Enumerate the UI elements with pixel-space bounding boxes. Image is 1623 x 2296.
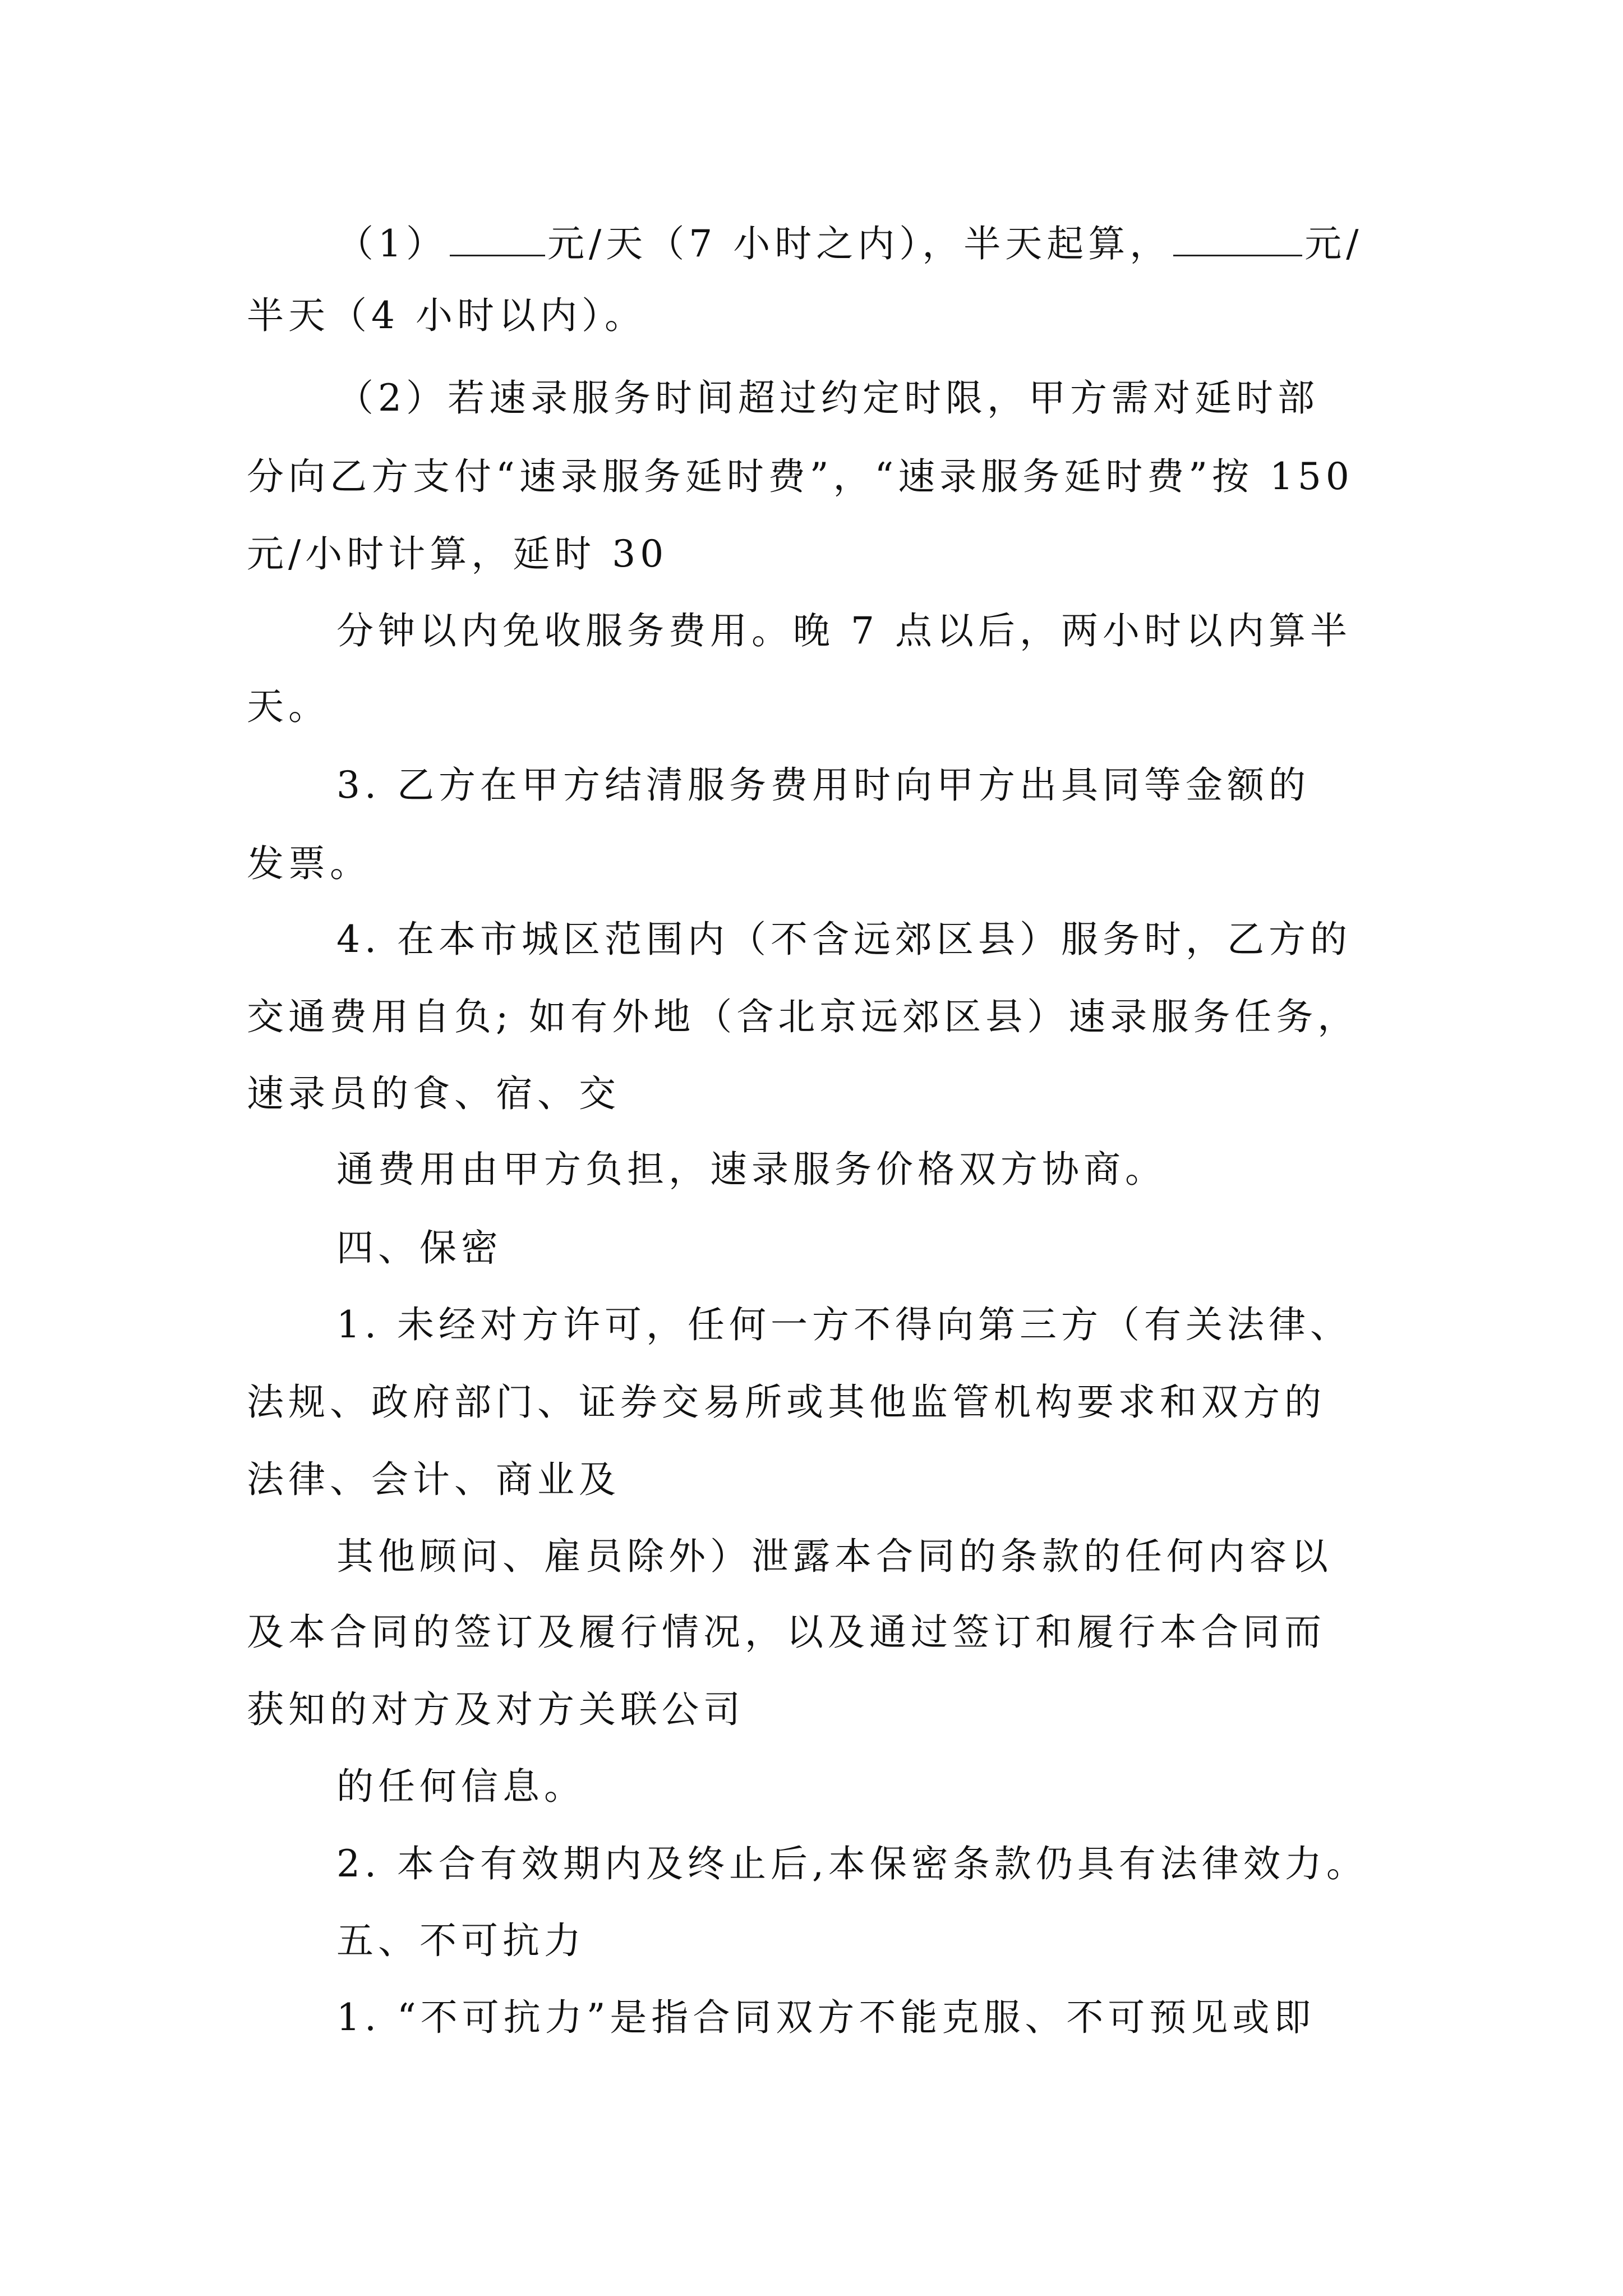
section-heading-force-majeure: 五、不可抗力 (336, 1919, 585, 1962)
text-line: （2）若速录服务时间超过约定时限，甲方需对延时部 (336, 376, 1319, 420)
section-heading-confidentiality: 四、保密 (336, 1226, 502, 1269)
text-line: 其他顾问、雇员除外）泄露本合同的条款的任何内容以 (336, 1535, 1332, 1578)
item-marker: （1） (336, 222, 448, 265)
force-majeure-clause-1: 1. “不可抗力”是指合同双方不能克服、不可预见或即 (336, 1996, 1316, 2039)
clause-4-line: 4. 在本市城区范围内（不含远郊区县）服务时，乙方的 (336, 918, 1352, 961)
rate-unit: 元/ (1304, 222, 1363, 265)
text-line: 获知的对方及对方关联公司 (247, 1688, 745, 1731)
text-line: 交通费用自负; 如有外地（含北京远郊区县）速录服务任务， (247, 995, 1359, 1038)
blank-field-halfday-rate (1173, 223, 1302, 256)
text-line: 分向乙方支付“速录服务延时费”，“速录服务延时费”按 150 (247, 455, 1354, 498)
text-line: 天。 (247, 685, 330, 728)
text-line: 法规、政府部门、证券交易所或其他监管机构要求和双方的 (247, 1381, 1326, 1424)
text-line: 分钟以内免收服务费用。晚 7 点以后，两小时以内算半 (336, 609, 1352, 652)
text-line: 元/小时计算，延时 30 (247, 532, 668, 576)
text-line: 速录员的食、宿、交 (247, 1072, 620, 1115)
text-line: 半天（4 小时以内）。 (247, 294, 646, 337)
confidentiality-clause-1: 1. 未经对方许可，任何一方不得向第三方（有关法律、 (336, 1303, 1352, 1346)
text-line: 的任何信息。 (336, 1765, 585, 1808)
text-line: 发票。 (247, 842, 371, 885)
text-line: 及本合同的签订及履行情况，以及通过签订和履行本合同而 (247, 1611, 1326, 1654)
text-line: 法律、会计、商业及 (247, 1458, 620, 1501)
text-line: 通费用由甲方负担，速录服务价格双方协商。 (336, 1148, 1166, 1191)
rate-text: 元/天（7 小时之内），半天起算， (547, 222, 1172, 265)
confidentiality-clause-2: 2. 本合有效期内及终止后,本保密条款仍具有法律效力。 (336, 1842, 1368, 1885)
clause-3-line: 3. 乙方在甲方结清服务费用时向甲方出具同等金额的 (336, 763, 1310, 807)
fee-rate-line (336, 219, 1363, 269)
blank-field-daily-rate (450, 223, 545, 256)
